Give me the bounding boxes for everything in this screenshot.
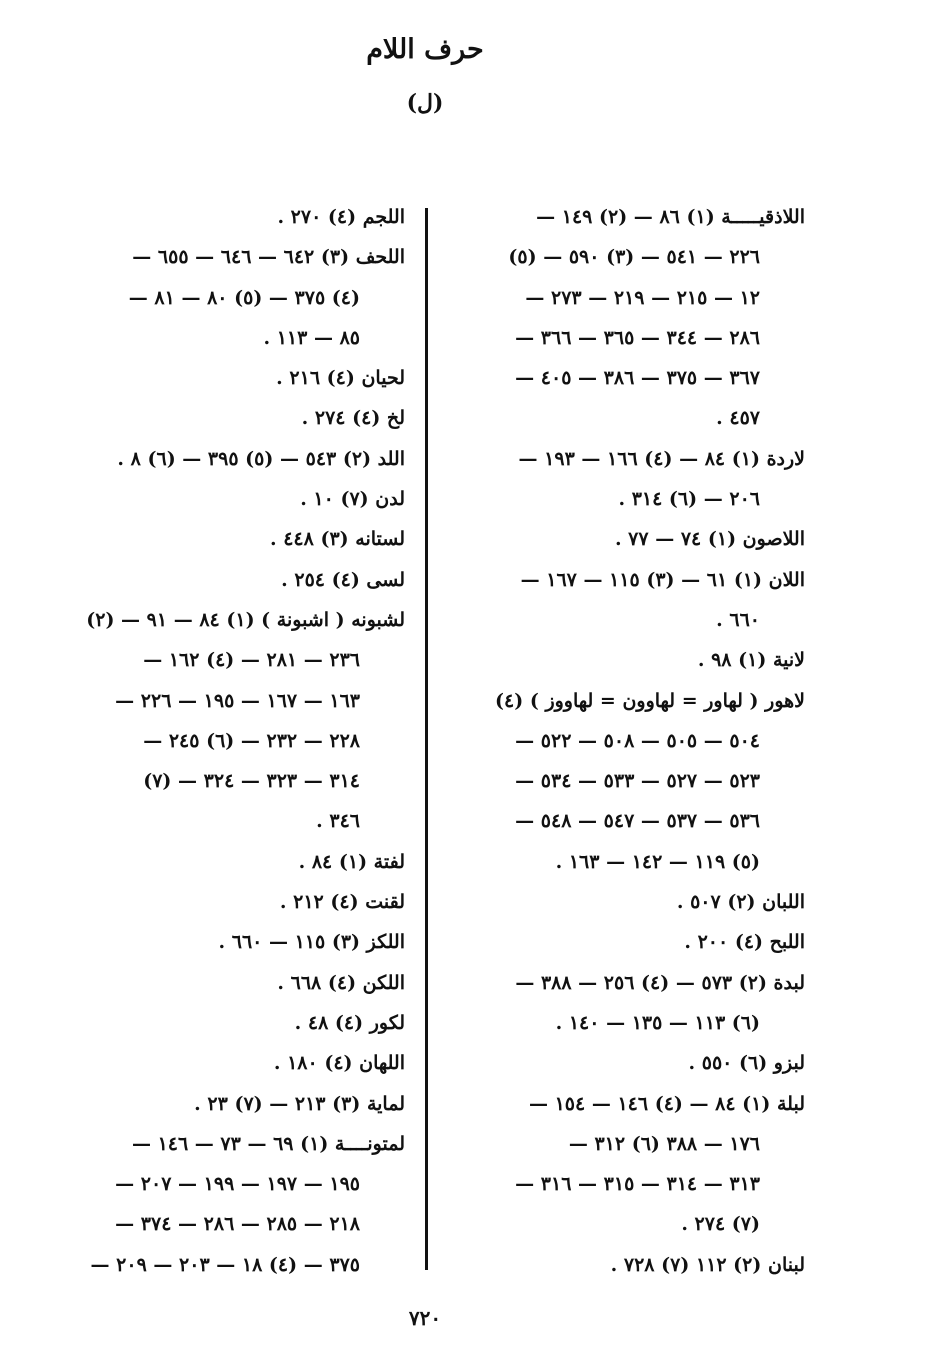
index-entry: اللاذقيـــــة (١) ٨٦ — (٢) ١٤٩ — [536, 206, 805, 228]
index-entry: اللكز (٣) ١١٥ — ٦٦٠ . [218, 931, 405, 954]
column-divider [425, 208, 428, 1270]
index-entry-continuation: ٣٦٧ — ٣٧٥ — ٣٨٦ — ٤٠٥ — [515, 367, 760, 390]
index-entry-continuation: ١٧٦ — ٣٨٨ (٦) ٣١٢ — [568, 1132, 760, 1155]
index-entry: لبدة (٢) ٥٧٣ — (٤) ٢٥٦ — ٣٨٨ — [515, 971, 805, 994]
index-entry: اللحف (٣) ٦٤٢ — ٦٤٦ — ٦٥٥ — [132, 246, 405, 269]
index-entry: اللاصون (١) ٧٤ — ٧٧ . [614, 528, 805, 551]
index-entry-continuation: ٢٠٦ — (٦) ٣١٤ . [618, 488, 760, 511]
index-entry-continuation: ٣٤٦ . [316, 810, 360, 833]
index-entry: لستانه (٣) ٤٤٨ . [269, 528, 405, 551]
index-entry: لبزو (٦) ٥٥٠ . [688, 1052, 805, 1075]
index-entry-continuation: (٥) ١١٩ — ١٤٢ — ١٦٣ . [555, 850, 760, 873]
index-entry-continuation: ٢٨٦ — ٣٤٤ — ٣٦٥ — ٣٦٦ — [515, 326, 760, 349]
index-entry-continuation: ٦٦٠ . [716, 608, 760, 631]
index-entry: اللهان (٤) ١٨٠ . [273, 1052, 405, 1075]
index-entry: اللجم (٤) ٢٧٠ . [277, 206, 405, 228]
page-number: ٧٢٠ [408, 1306, 442, 1330]
index-entry: لاهور ( لهاور = لهاوون = لهاووز ) (٤) [495, 689, 805, 712]
index-entry-continuation: ٥٢٣ — ٥٢٧ — ٥٣٣ — ٥٣٤ — [515, 770, 760, 793]
index-entry: لخ (٤) ٢٧٤ . [301, 407, 405, 430]
index-entry: لبلة (١) ٨٤ — (٤) ١٤٦ — ١٥٤ — [528, 1092, 805, 1115]
index-entry-continuation: (٧) ٢٧٤ . [681, 1213, 760, 1236]
index-column-left [55, 197, 405, 1285]
index-entry-continuation: ٣٧٥ — (٤) ١٨ — ٢٠٣ — ٢٠٩ — [90, 1253, 360, 1276]
index-entry: لانية (١) ٩٨ . [697, 649, 805, 672]
index-entry: لمتونــــة (١) ٦٩ — ٧٣ — ١٤٦ — [131, 1132, 405, 1155]
index-entry-continuation: ٤٥٧ . [716, 407, 760, 430]
index-entry: اللان (١) ٦١ — (٣) ١١٥ — ١٦٧ — [520, 568, 805, 591]
index-entry: لماية (٣) ٢١٣ — (٧) ٢٣ . [194, 1092, 405, 1115]
index-entry-continuation: ٢١٨ — ٢٨٥ — ٢٨٦ — ٣٧٤ — [115, 1213, 360, 1236]
index-entry-continuation: (٤) ٣٧٥ — (٥) ٨٠ — ٨١ — [128, 286, 360, 309]
index-entry: لسى (٤) ٢٥٤ . [281, 568, 405, 591]
index-entry-continuation: (٦) ١١٣ — ١٣٥ — ١٤٠ . [555, 1011, 760, 1034]
index-entry-continuation: ٥٣٦ — ٥٣٧ — ٥٤٧ — ٥٤٨ — [515, 810, 760, 833]
index-entry: اللد (٢) ٥٤٣ — (٥) ٣٩٥ — (٦) ٨ . [117, 447, 405, 470]
index-entry: لشبونه ( اشبونة ) (١) ٨٤ — ٩١ — (٢) [86, 608, 405, 631]
index-entry-continuation: ٢٢٨ — ٢٣٢ — (٦) ٢٤٥ — [143, 729, 360, 752]
index-entry: اللكن (٤) ٦٦٨ . [277, 971, 405, 994]
index-column-right [455, 197, 805, 1285]
index-entry-continuation: ٨٥ — ١١٣ . [263, 326, 360, 349]
index-entry: لاردة (١) ٨٤ — (٤) ١٦٦ — ١٩٣ — [518, 447, 805, 470]
index-entry: لبنان (٢) ١١٢ (٧) ٧٢٨ . [610, 1253, 805, 1276]
index-entry-continuation: ٣١٤ — ٣٢٣ — ٣٢٤ — (٧) [143, 770, 360, 793]
index-entry: لكور (٤) ٤٨ . [294, 1011, 405, 1034]
index-entry: لحيان (٤) ٢١٦ . [276, 367, 405, 390]
section-letter: (ل) [406, 90, 444, 116]
index-entry-continuation: ١٢ — ٢١٥ — ٢١٩ — ٢٧٣ — [525, 286, 760, 309]
index-entry: لفتة (١) ٨٤ . [298, 850, 405, 873]
index-entry: لقنت (٤) ٢١٢ . [279, 891, 405, 914]
section-title: حرف اللام [366, 34, 484, 65]
index-entry-continuation: ٢٢٦ — ٥٤١ — (٣) ٥٩٠ — (٥) [508, 246, 760, 269]
index-entry-continuation: ١٦٣ — ١٦٧ — ١٩٥ — ٢٢٦ — [115, 689, 360, 712]
index-entry: اللبان (٢) ٥٠٧ . [676, 891, 805, 914]
index-entry-continuation: ٢٣٦ — ٢٨١ — (٤) ١٦٢ — [143, 649, 360, 672]
index-entry: لدن (٧) ١٠ . [300, 488, 405, 511]
index-entry: اللبح (٤) ٢٠٠ . [684, 931, 805, 954]
index-entry-continuation: ٣١٣ — ٣١٤ — ٣١٥ — ٣١٦ — [515, 1173, 760, 1196]
index-entry-continuation: ١٩٥ — ١٩٧ — ١٩٩ — ٢٠٧ — [115, 1173, 360, 1196]
index-entry-continuation: ٥٠٤ — ٥٠٥ — ٥٠٨ — ٥٢٢ — [515, 729, 760, 752]
